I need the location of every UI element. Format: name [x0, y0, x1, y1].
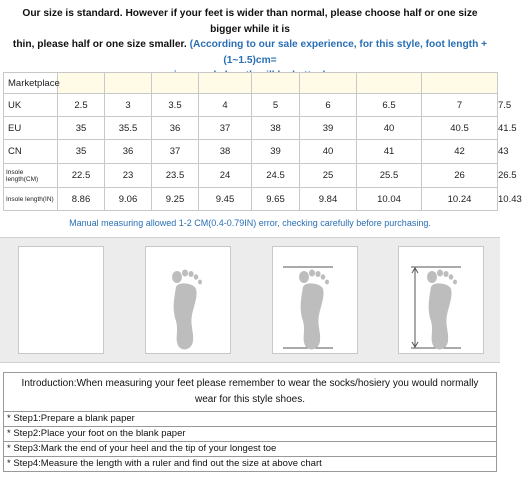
table-cell: 40 — [300, 140, 357, 164]
table-cell: 6.5 — [357, 94, 422, 117]
advice-line-1: Our size is standard. However if your feet is wider than normal, please choose half or one size bigger while it is — [22, 8, 478, 35]
row-label: EU — [4, 117, 58, 140]
table-cell: 38 — [199, 140, 252, 164]
table-cell: 4 — [199, 94, 252, 117]
table-cell: 2.5 — [58, 94, 105, 117]
table-cell: 5 — [252, 94, 300, 117]
instruction-step-1: * Step1:Prepare a blank paper — [4, 412, 496, 427]
table-cell: 10.04 — [357, 188, 422, 211]
blank-paper-panel — [18, 246, 104, 354]
table-cell: 39 — [300, 117, 357, 140]
table-cell: 6 — [300, 94, 357, 117]
measured-footprint-icon — [399, 247, 483, 353]
foot-on-paper-panel — [145, 246, 231, 354]
table-row-insole-cm: Insole length(CM) 22.5 23 23.5 24 24.5 25 25.5 26 26.5 — [4, 164, 498, 188]
instruction-step-3: * Step3:Mark the end of your heel and the tip of your longest toe — [4, 442, 496, 457]
instructions-intro: Introduction:When measuring your feet please remember to wear the socks/hosiery you would normally wear for this style shoes. — [4, 373, 496, 412]
mark-heel-toe-panel — [272, 246, 358, 354]
table-cell: 35.5 — [105, 117, 152, 140]
row-label: Insole length(CM) — [4, 164, 58, 188]
table-cell: 22.5 — [58, 164, 105, 188]
table-cell: 38 — [252, 117, 300, 140]
footprint-icon — [146, 247, 230, 353]
marketplace-header: Marketplace — [4, 73, 58, 94]
table-cell: 9.45 — [199, 188, 252, 211]
table-cell: 42 — [422, 140, 498, 164]
table-cell: 9.65 — [252, 188, 300, 211]
table-cell: 10.24 — [422, 188, 498, 211]
table-cell: 26 — [422, 164, 498, 188]
table-row-cn: CN 35 36 37 38 39 40 41 42 43 — [4, 140, 498, 164]
instruction-step-2: * Step2:Place your foot on the blank paper — [4, 427, 496, 442]
table-cell: 39 — [252, 140, 300, 164]
table-cell: 35 — [58, 117, 105, 140]
table-cell: 23.5 — [152, 164, 199, 188]
advice-line-2-blue: (According to our sale experience, for this style, foot length + (1~1.5)cm= — [189, 39, 488, 66]
size-chart-table — [3, 72, 522, 211]
table-row-eu: EU 35 35.5 36 37 38 39 40 40.5 41.5 — [4, 117, 498, 140]
table-cell: 40 — [357, 117, 422, 140]
advice-line-2 — [6, 37, 494, 68]
table-cell: 36 — [105, 140, 152, 164]
table-cell: 24 — [199, 164, 252, 188]
advice-line-2-black: thin, please half or one size smaller. — [12, 39, 187, 50]
table-header-row — [4, 73, 498, 94]
table-cell: 41 — [357, 140, 422, 164]
table-cell: 9.84 — [300, 188, 357, 211]
instruction-step-4: * Step4:Measure the length with a ruler and find out the size at above chart — [7, 458, 322, 469]
table-cell: 37 — [152, 140, 199, 164]
table-cell: 40.5 — [422, 117, 498, 140]
table-cell: 3.5 — [152, 94, 199, 117]
table-row-insole-in: Insole length(IN) 8.86 9.06 9.25 9.45 9.65 9.84 10.04 10.24 10.43 — [4, 188, 498, 211]
table-cell: 3 — [105, 94, 152, 117]
table-cell: 24.5 — [252, 164, 300, 188]
table-cell: 25.5 — [357, 164, 422, 188]
table-cell: 7 — [422, 94, 498, 117]
table-cell: 37 — [199, 117, 252, 140]
table-row-uk: UK 2.5 3 3.5 4 5 6 6.5 7 7.5 — [4, 94, 498, 117]
row-label: Insole length(IN) — [4, 188, 58, 211]
table-cell: 8.86 — [58, 188, 105, 211]
table-cell: 9.25 — [152, 188, 199, 211]
table-cell: 23 — [105, 164, 152, 188]
measuring-note: Manual measuring allowed 1-2 CM(0.4-0.79IN) error, checking carefully before purchasing. — [69, 218, 431, 228]
row-label: UK — [4, 94, 58, 117]
size-advice-header — [0, 0, 500, 84]
table-cell: 25 — [300, 164, 357, 188]
measuring-steps-illustration — [0, 237, 500, 363]
instructions-box — [3, 372, 497, 472]
measure-length-panel — [398, 246, 484, 354]
table-cell: 36 — [152, 117, 199, 140]
table-cell: 35 — [58, 140, 105, 164]
row-label: CN — [4, 140, 58, 164]
marked-footprint-icon — [273, 247, 357, 353]
table-cell: 9.06 — [105, 188, 152, 211]
